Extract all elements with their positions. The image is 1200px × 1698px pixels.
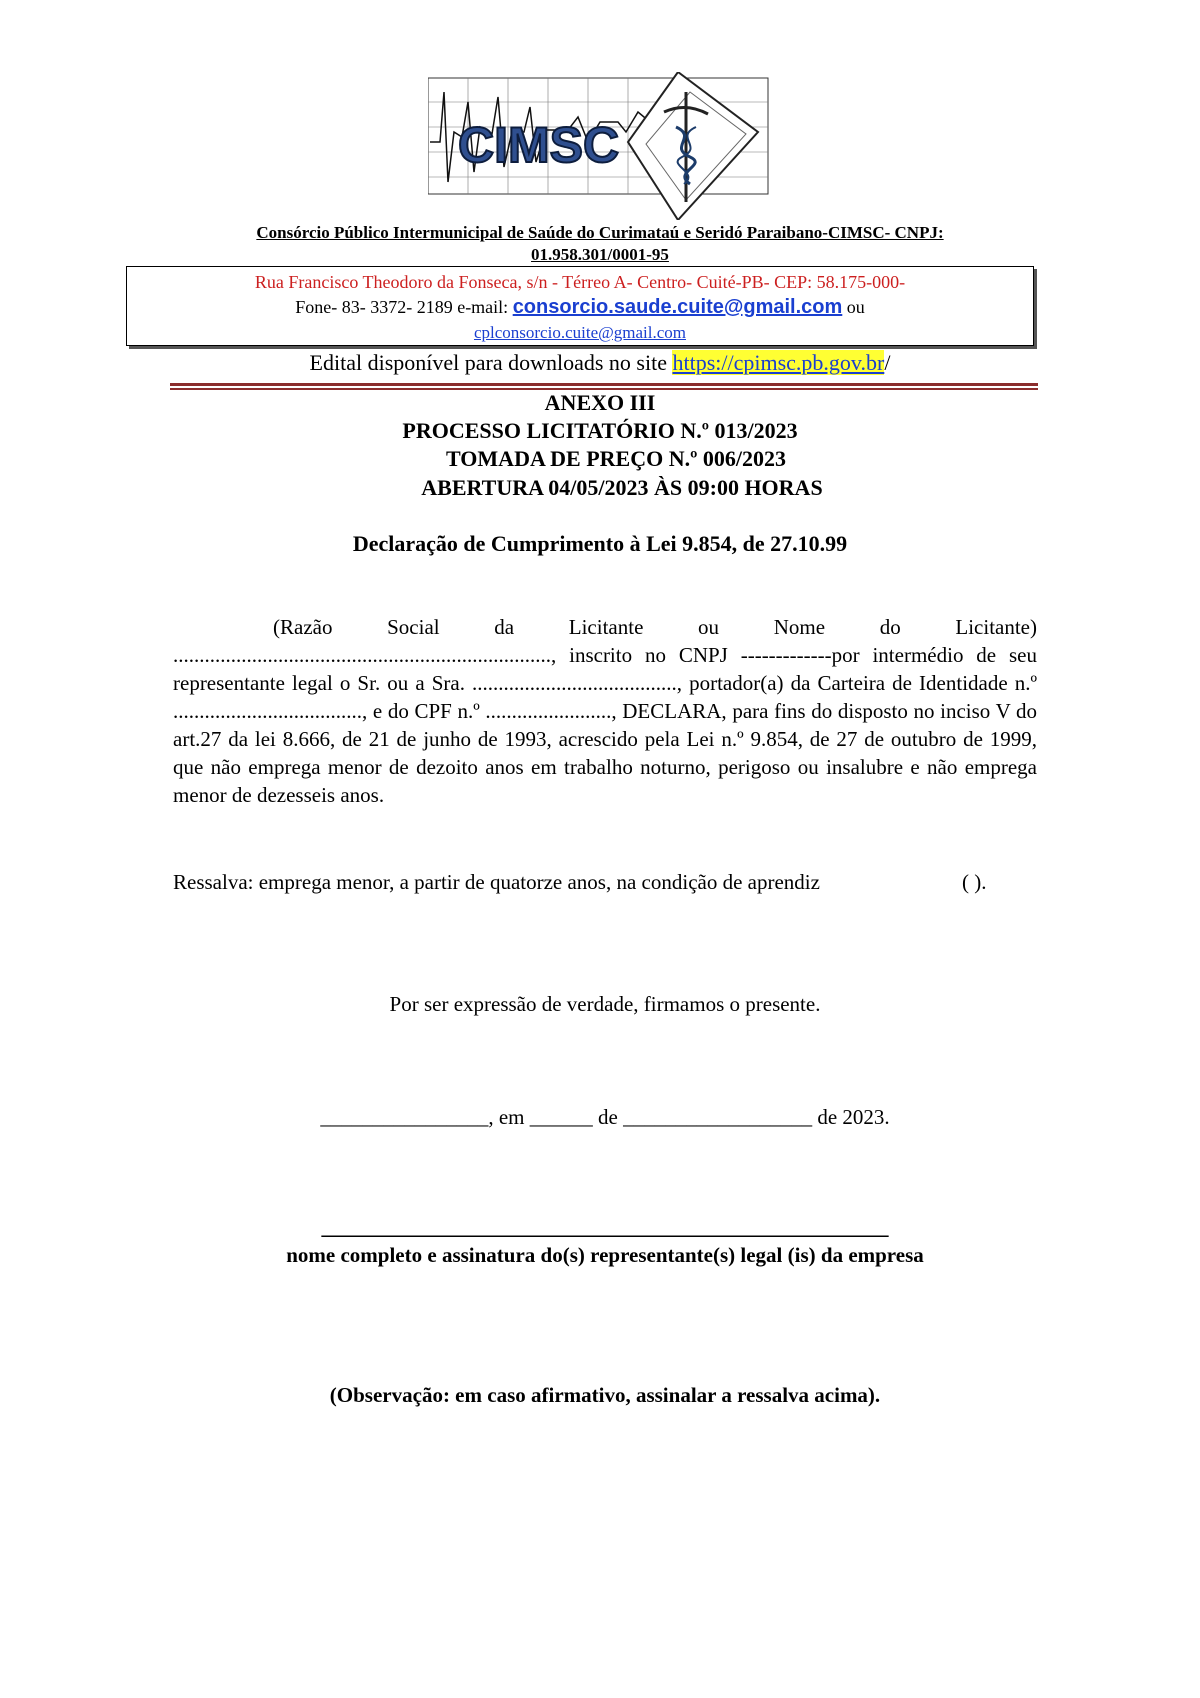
signature-line: ______________________________________________________ [321,1215,889,1239]
declaration-title: Declaração de Cumprimento à Lei 9.854, de 27.10.99 [352,531,848,556]
observation-note: (Observação: em caso afirmativo, assinalar a ressalva acima). [329,1383,881,1407]
tomada-title: TOMADA DE PREÇO N.º 006/2023 [446,446,786,471]
edital-line [150,350,1050,376]
or-text: ou [842,297,865,317]
date-line[interactable]: ________________, em ______ de __________________ de 2023. [320,1105,890,1129]
truth-statement: Por ser expressão de verdade, firmamos o presente. [389,992,821,1016]
process-title: PROCESSO LICITATÓRIO N.º 013/2023 [402,418,798,443]
address-line: Rua Francisco Theodoro da Fonseca, s/n - Térreo A- Centro- Cuité-PB- CEP: 58.175-000- [254,272,906,292]
opening-title: ABERTURA 04/05/2023 ÀS 09:00 HORAS [421,475,823,500]
email-main-link[interactable]: consorcio.saude.cuite@gmail.com [512,296,843,318]
header-divider [170,383,1038,386]
edital-link[interactable]: https://cpimsc.pb.gov.br [672,350,885,375]
edital-suffix: / [884,350,891,375]
org-name-line1: Consórcio Público Intermunicipal de Saúde do Curimataú e Seridó Paraibano-CIMSC- CNPJ: [256,223,944,242]
cimsc-logo [428,72,784,220]
logo-text: CIMSC [458,117,620,173]
email-secondary-link[interactable]: cplconsorcio.cuite@gmail.com [473,323,687,342]
annex-title: ANEXO III [544,390,656,415]
contact-box [126,266,1034,346]
edital-prefix: Edital disponível para downloads no site [309,350,673,375]
ressalva-checkbox[interactable]: ( ). [962,870,987,894]
signature-label: nome completo e assinatura do(s) representante(s) legal (is) da empresa [286,1243,924,1267]
secondary-email-line [127,321,1033,344]
phone-text: Fone- 83- 3372- 2189 e-mail: [295,297,513,317]
org-name-line2: 01.958.301/0001-95 [531,245,669,264]
ressalva-text: Ressalva: emprega menor, a partir de quatorze anos, na condição de aprendiz [173,870,820,894]
declaration-paragraph: (Razão Social da Licitante ou Nome do Licitante) ........................................................................, inscrito no CNPJ -------------por intermédio de seu representante legal o Sr. ou a Sra. ......................................., portador(a) da Carteira de Identidade n.º ...................................., e do CPF n.º ........................, DECLARA, para fins do disposto no inciso V do art.27 da lei 8.666, de 21 de junho de 1993, acrescido pela Lei n.º 9.854, de 27 de outubro de 1999, que não emprega menor de dezoito anos em trabalho noturno, perigoso ou insalubre e não emprega menor de dezesseis anos. [173,615,1037,807]
phone-email-line [127,296,1033,318]
